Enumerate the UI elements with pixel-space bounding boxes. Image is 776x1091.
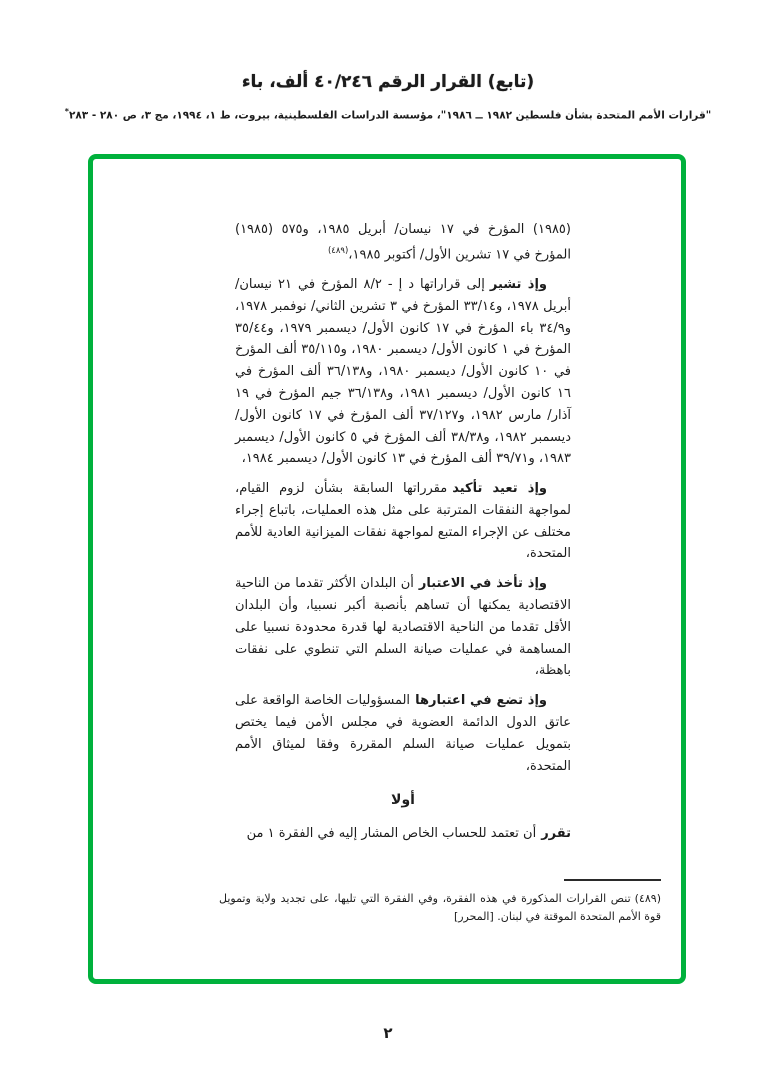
source-citation-text: "قرارات الأمم المتحدة بشأن فلسطين ١٩٨٢ ــ ١٩٨٦"، مؤسسة الدراسات الفلسطينية، بيروت، ط ١، ١٩٩٤، مج ٣، ص ٢٨٠ - ٢٨٣ [68,109,712,122]
footnote-divider [564,879,661,881]
paragraph [235,219,571,266]
content-frame [88,154,686,984]
footnote-ref: (٤٨٩) [327,245,349,256]
paragraph-lead: تقرر [541,826,571,842]
paragraph [235,478,571,565]
paragraph-text: أن تعتمد للحساب الخاص المشار إليه في الفقرة ١ من [246,826,537,842]
paragraph [235,690,571,777]
paragraph-text: (١٩٨٥) المؤرخ في ١٧ نيسان/ أبريل ١٩٨٥، و٥٧٥ (١٩٨٥) المؤرخ في ١٧ تشرين الأول/ أكتوبر ١٩٨٥، [235,222,571,263]
paragraph [235,573,571,682]
paragraph-lead: وإذ تأخذ في الاعتبار [418,576,547,592]
source-citation [0,107,776,122]
document-title: (تابع) القرار الرقم ٤٠/٢٤٦ ألف، باء [241,72,535,92]
paragraph [235,274,571,470]
footnote [219,890,661,925]
page-number: ٢ [383,1024,393,1042]
paragraph-lead: وإذ تشير [489,276,547,292]
paragraph-text: إلى قراراتها د إ - ٨/٢ المؤرخ في ٢١ نيسان/ أبريل ١٩٧٨، و٣٣/١٤ المؤرخ في ٣ تشرين الثاني/ نوفمبر ١٩٧٨، و٣٤/٩ باء المؤرخ في ١٧ كانون الأول/ ديسمبر ١٩٧٩، و٣٥/٤٤ المؤرخ في ١ كانون الأول/ ديسمبر ١٩٨٠، و٣٥/١١٥ ألف المؤرخ في ١٠ كانون الأول/ ديسمبر ١٩٨٠، و٣٦/١٣٨ ألف المؤرخ في ١٦ كانون الأول/ ديسمبر ١٩٨١، و٣٦/١٣٨ جيم المؤرخ في ١٩ آذار/ مارس ١٩٨٢، و٣٧/١٢٧ ألف المؤرخ في ١٧ كانون الأول/ ديسمبر ١٩٨٢، و٣٨/٣٨ ألف المؤرخ في ٥ كانون الأول/ ديسمبر ١٩٨٣، و٣٩/٧١ ألف المؤرخ في ١٣ كانون الأول/ ديسمبر ١٩٨٤، [235,276,572,467]
body-text [235,219,571,853]
paragraph-lead: وإذ تضع في اعتبارها [415,693,547,709]
paragraph-lead: وإذ تعيد تأكيد [452,481,548,497]
paragraph [235,823,571,845]
citation-note-mark: * [64,107,69,116]
paragraph-text: المسؤوليات الخاصة الواقعة على عاتق الدول الدائمة العضوية في مجلس الأمن فيما يختص بتمويل عمليات صيانة السلم المقررة وفقا لميثاق الأمم المتحدة، [235,693,571,774]
footnote-text: تنص القرارات المذكورة في هذه الفقرة، وفي الفقرة التي تليها، على تجديد ولاية وتمويل قوة الأمم المتحدة الموقتة في لبنان. [المحرر] [219,892,661,923]
paragraph-text: أن البلدان الأكثر تقدما من الناحية الاقتصادية يمكنها أن تساهم بأنصبة أكبر نسبيا، وأن البلدان الأقل تقدما من الناحية الاقتصادية لها قدرة محدودة نسبيا على المساهمة في عمليات صيانة السلم التي تنطوي على نفقات باهظة، [235,576,571,679]
section-heading: أولا [391,792,415,809]
footnote-number: (٤٨٩) [634,892,661,905]
paragraph-text: مقرراتها السابقة بشأن لزوم القيام، لمواجهة النفقات المترتبة على مثل هذه العمليات، باتباع إجراء مختلف عن الإجراء المتبع لمواجهة نفقات الميزانية العادية للأمم المتحدة، [235,481,571,562]
